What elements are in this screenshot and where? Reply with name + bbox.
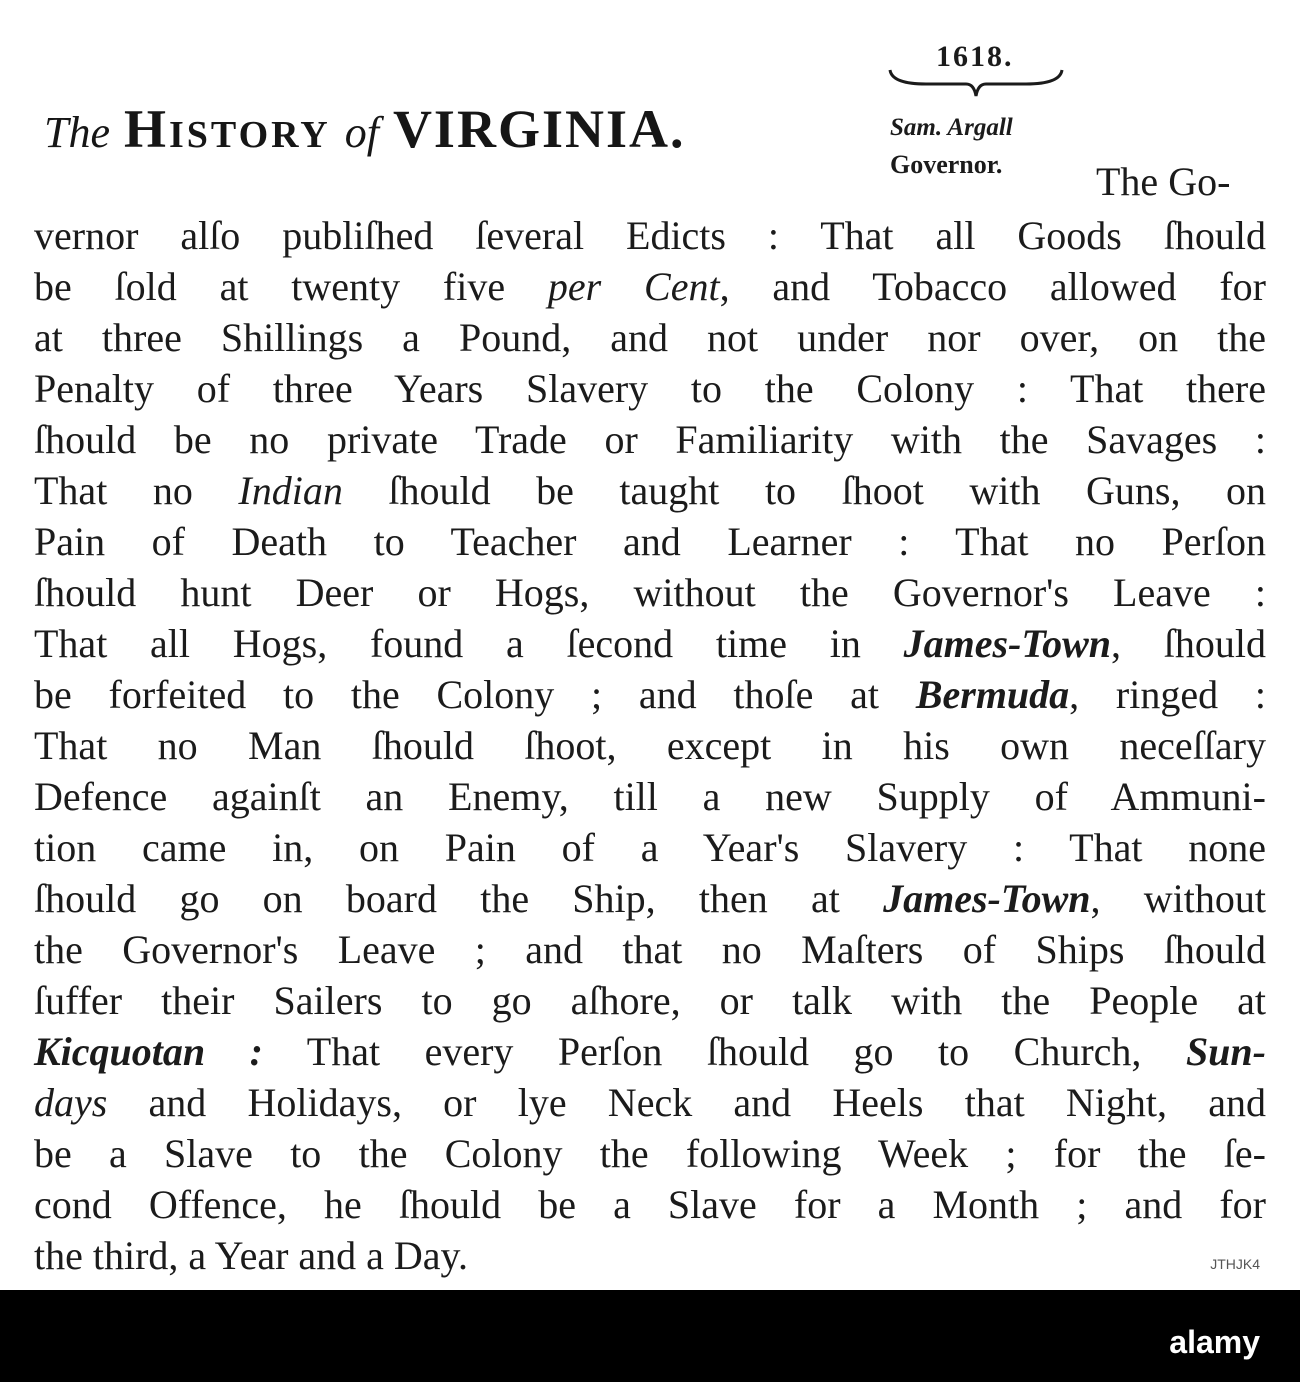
text-line — [34, 669, 1266, 720]
text-line — [34, 210, 1266, 261]
page-title — [44, 99, 686, 159]
text-segment: James-Town — [883, 876, 1091, 921]
text-line — [34, 618, 1266, 669]
text-line — [34, 567, 1266, 618]
text-segment: and Holidays, or lye Neck and Heels that Night, and — [107, 1080, 1266, 1125]
text-segment: the third, a Year and a Day. — [34, 1233, 468, 1278]
text-segment: Defence againſt an Enemy, till a new Supply of Ammuni- — [34, 774, 1266, 819]
text-segment: per Cent — [547, 264, 720, 309]
year-label: 1618. — [936, 40, 1014, 73]
watermark-logo: alamy — [1169, 1324, 1260, 1360]
title-of: of — [344, 108, 379, 157]
text-segment: , ſhould — [1111, 621, 1266, 666]
title-history: History — [124, 99, 331, 159]
text-segment: Sun- — [1185, 1029, 1266, 1074]
text-segment: days — [34, 1080, 108, 1125]
text-segment: be forfeited to the Colony ; and thoſe at — [34, 672, 916, 717]
text-line — [34, 516, 1266, 567]
stock-id: JTHJK4 — [1210, 1256, 1260, 1272]
title-the: The — [44, 108, 110, 157]
text-line — [34, 822, 1266, 873]
text-line — [34, 975, 1266, 1026]
text-segment: Bermuda — [915, 672, 1070, 717]
title-virginia: VIRGINIA. — [392, 99, 686, 159]
text-segment: That no — [34, 468, 239, 513]
text-segment: , ringed : — [1069, 672, 1266, 717]
text-segment: be a Slave to the Colony the following Week ; for the ſe- — [34, 1131, 1266, 1176]
sidenote-name: Sam. Argall — [890, 114, 1013, 141]
text-segment: the Governor's Leave ; and that no Maſters of Ships ſhould — [34, 927, 1266, 972]
text-segment: That no Man ſhould ſhoot, except in his own neceſſary — [34, 723, 1266, 768]
text-segment: at three Shillings a Pound, and not under nor over, on the — [34, 315, 1266, 360]
text-segment: Penalty of three Years Slavery to the Colony : That there — [34, 366, 1266, 411]
text-segment: ſhould be no private Trade or Familiarity with the Savages : — [34, 417, 1266, 462]
text-segment: Indian — [238, 468, 343, 513]
text-segment: James-Town — [903, 621, 1112, 666]
text-line — [34, 363, 1266, 414]
text-segment: cond Offence, he ſhould be a Slave for a Month ; and for — [34, 1182, 1266, 1227]
footer-bar — [0, 1290, 1300, 1382]
body-text — [34, 210, 1266, 1281]
text-segment: ſhould be taught to ſhoot with Guns, on — [342, 468, 1266, 513]
brace-icon — [886, 66, 1066, 100]
text-line — [34, 924, 1266, 975]
text-segment: Kicquotan : — [34, 1029, 263, 1074]
text-line — [34, 771, 1266, 822]
text-segment: , without — [1090, 876, 1267, 921]
text-line — [34, 414, 1266, 465]
text-segment: That all Hogs, found a ſecond time in — [34, 621, 904, 666]
text-segment: , and Tobacco allowed for — [719, 264, 1266, 309]
text-segment: tion came in, on Pain of a Year's Slavery : That none — [34, 825, 1266, 870]
text-line — [34, 720, 1266, 771]
text-line — [34, 261, 1266, 312]
text-line — [34, 1128, 1266, 1179]
text-segment: be ſold at twenty five — [34, 264, 548, 309]
text-segment: ſuffer their Sailers to go aſhore, or talk with the People at — [34, 978, 1266, 1023]
text-line — [34, 873, 1266, 924]
text-line — [34, 312, 1266, 363]
text-line — [34, 465, 1266, 516]
text-segment: Pain of Death to Teacher and Learner : That no Perſon — [34, 519, 1266, 564]
body-first-line: The Go- — [1096, 159, 1231, 204]
text-segment: That every Perſon ſhould go to Church, — [262, 1029, 1186, 1074]
text-segment: ſhould go on board the Ship, then at — [34, 876, 884, 921]
text-line — [34, 1230, 1266, 1281]
text-line — [34, 1026, 1266, 1077]
text-segment: ſhould hunt Deer or Hogs, without the Governor's Leave : — [34, 570, 1266, 615]
text-line — [34, 1077, 1266, 1128]
text-segment: vernor alſo publiſhed ſeveral Edicts : That all Goods ſhould — [34, 213, 1266, 258]
text-line — [34, 1179, 1266, 1230]
sidenote-role: Governor. — [890, 150, 1003, 179]
